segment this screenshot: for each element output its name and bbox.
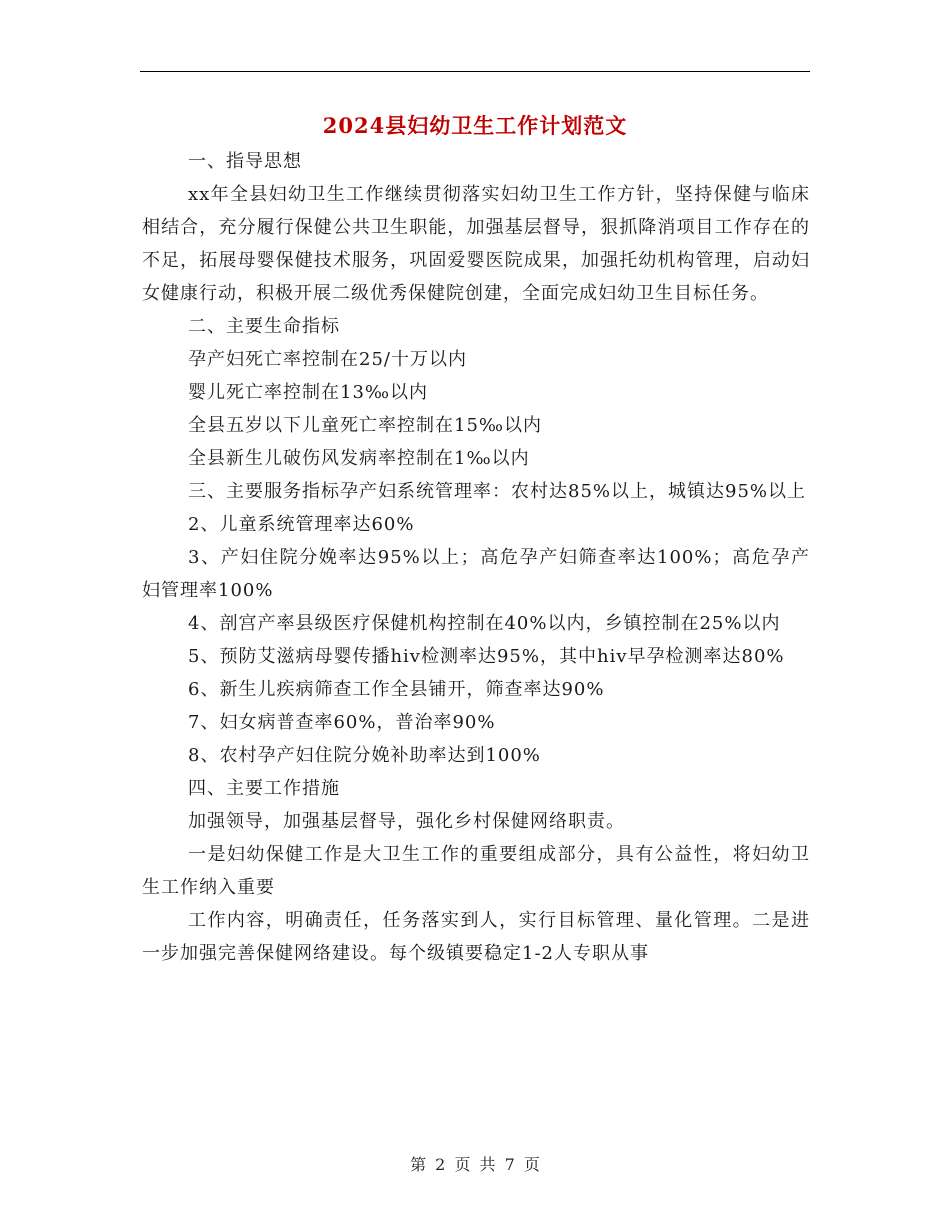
paragraph: 6、新生儿疾病筛查工作全县铺开，筛查率达90% (188, 679, 605, 700)
paragraph: 工作内容，明确责任，任务落实到人，实行目标管理、量化管理。二是进一步加强完善保健网络建设。每个级镇要稳定1-2人专职从事 (142, 910, 810, 964)
paragraph: 一、指导思想 (188, 151, 302, 172)
paragraph: 2、儿童系统管理率达60% (188, 514, 415, 535)
paragraph: 3、产妇住院分娩率达95%以上；高危孕产妇筛查率达100%；高危孕产妇管理率100% (142, 547, 810, 601)
paragraph: 4、剖宫产率县级医疗保健机构控制在40%以内，乡镇控制在25%以内 (188, 613, 781, 634)
page-number-footer: 第 2 页 共 7 页 (410, 1155, 540, 1174)
paragraph: 8、农村孕产妇住院分娩补助率达到100% (188, 745, 541, 766)
paragraph: 加强领导，加强基层督导，强化乡村保健网络职责。 (188, 811, 625, 832)
paragraph: xx年全县妇幼卫生工作继续贯彻落实妇幼卫生工作方针，坚持保健与临床相结合，充分履行保健公共卫生职能，加强基层督导，狠抓降消项目工作存在的不足，拓展母婴保健技术服务，巩固爱婴医院成果，加强托幼机构管理，启动妇女健康行动，积极开展二级优秀保健院创建，全面完成妇幼卫生目标任务。 (142, 184, 810, 304)
paragraph: 四、主要工作措施 (188, 778, 340, 799)
paragraph: 三、主要服务指标孕产妇系统管理率：农村达85%以上，城镇达95%以上 (188, 481, 807, 502)
paragraph: 5、预防艾滋病母婴传播hiv检测率达95%，其中hiv早孕检测率达80% (188, 646, 785, 667)
document-body (142, 145, 810, 970)
paragraph: 孕产妇死亡率控制在25/十万以内 (188, 349, 467, 370)
paragraph: 二、主要生命指标 (188, 316, 340, 337)
paragraph: 7、妇女病普查率60%，普治率90% (188, 712, 496, 733)
header-rule (140, 71, 810, 72)
document-title: 2024县妇幼卫生工作计划范文 (322, 113, 628, 138)
paragraph: 婴儿死亡率控制在13‰以内 (188, 382, 429, 403)
paragraph: 全县新生儿破伤风发病率控制在1‰以内 (188, 448, 530, 469)
paragraph: 全县五岁以下儿童死亡率控制在15‰以内 (188, 415, 543, 436)
paragraph: 一是妇幼保健工作是大卫生工作的重要组成部分，具有公益性，将妇幼卫生工作纳入重要 (142, 844, 810, 898)
